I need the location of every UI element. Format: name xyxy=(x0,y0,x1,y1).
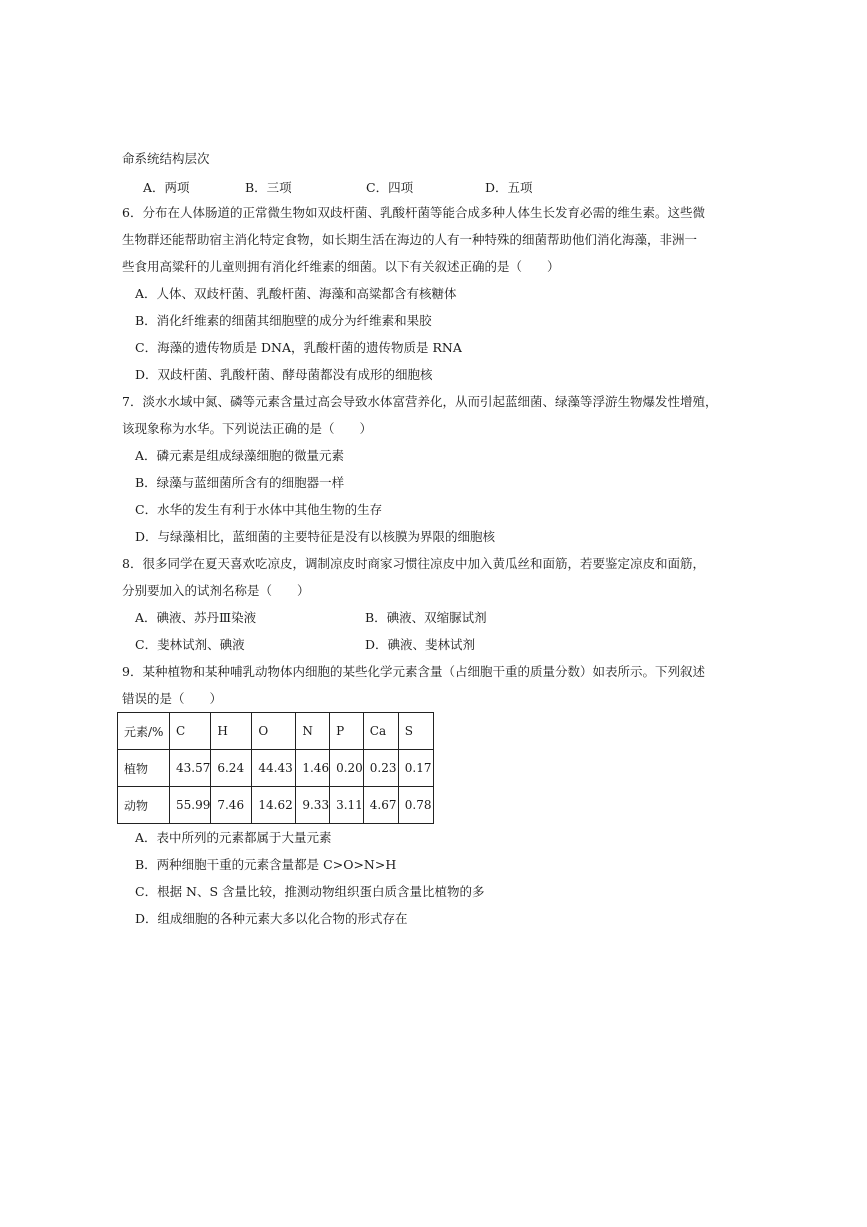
q8-option-d[interactable]: D．碘液、斐林试剂 xyxy=(365,637,476,652)
table-header-cell: P xyxy=(330,713,364,750)
q9-option-d[interactable]: D．组成细胞的各种元素大多以化合物的形式存在 xyxy=(135,911,408,926)
table-cell: 动物 xyxy=(118,787,170,824)
table-header-row xyxy=(118,713,434,750)
q7-option-b[interactable]: B．绿藻与蓝细菌所含有的细胞器一样 xyxy=(135,475,345,490)
table-cell: 55.99 xyxy=(170,787,211,824)
table-cell: 6.24 xyxy=(211,750,252,787)
q8-option-a[interactable]: A．碘液、苏丹Ⅲ染液 xyxy=(135,610,257,625)
q9-option-a[interactable]: A．表中所列的元素都属于大量元素 xyxy=(135,830,332,845)
q8-option-c[interactable]: C．斐林试剂、碘液 xyxy=(135,637,245,652)
table-cell: 0.17 xyxy=(398,750,433,787)
table-row xyxy=(118,750,434,787)
q9-stem-line-1: 9．某种植物和某种哺乳动物体内细胞的某些化学元素含量（占细胞干重的质量分数）如表所示。下列叙述 xyxy=(122,664,705,679)
table-cell: 4.67 xyxy=(363,787,398,824)
q5-option-a[interactable]: A．两项 xyxy=(143,180,190,195)
q8-option-b[interactable]: B．碘液、双缩脲试剂 xyxy=(365,610,487,625)
q8-stem-line-1: 8．很多同学在夏天喜欢吃凉皮，调制凉皮时商家习惯往凉皮中加入黄瓜丝和面筋，若要鉴定凉皮和面筋， xyxy=(122,556,705,571)
table-row xyxy=(118,787,434,824)
table-header-cell: S xyxy=(398,713,433,750)
q6-option-a[interactable]: A．人体、双歧杆菌、乳酸杆菌、海藻和高粱都含有核糖体 xyxy=(135,286,457,301)
q7-option-a[interactable]: A．磷元素是组成绿藻细胞的微量元素 xyxy=(135,448,345,463)
q6-option-b[interactable]: B．消化纤维素的细菌其细胞壁的成分为纤维素和果胶 xyxy=(135,313,432,328)
table-cell: 43.57 xyxy=(170,750,211,787)
table-cell: 14.62 xyxy=(252,787,296,824)
table-cell: 0.20 xyxy=(330,750,364,787)
question-fragment: 命系统结构层次 xyxy=(122,151,210,166)
q9-option-c[interactable]: C．根据 N、S 含量比较，推测动物组织蛋白质含量比植物的多 xyxy=(135,884,485,899)
q6-option-c[interactable]: C．海藻的遗传物质是 DNA，乳酸杆菌的遗传物质是 RNA xyxy=(135,340,462,355)
table-header-cell: 元素/% xyxy=(118,713,170,750)
q7-stem-line-1: 7．淡水水域中氮、磷等元素含量过高会导致水体富营养化，从而引起蓝细菌、绿藻等浮游生物爆发性增殖， xyxy=(122,394,718,409)
table-header-cell: C xyxy=(170,713,211,750)
table-header-cell: H xyxy=(211,713,252,750)
table-cell: 植物 xyxy=(118,750,170,787)
table-header-cell: N xyxy=(296,713,330,750)
q6-stem-line-2: 生物群还能帮助宿主消化特定食物，如长期生活在海边的人有一种特殊的细菌帮助他们消化海藻，非洲一 xyxy=(122,232,698,247)
table-cell: 9.33 xyxy=(296,787,330,824)
element-content-table xyxy=(117,712,434,824)
table-cell: 7.46 xyxy=(211,787,252,824)
q7-stem-line-2: 该现象称为水华。下列说法正确的是（ ） xyxy=(122,421,373,436)
q6-stem-line-1: 6．分布在人体肠道的正常微生物如双歧杆菌、乳酸杆菌等能合成多种人体生长发育必需的维生素。这些微 xyxy=(122,205,705,220)
q6-stem-line-3: 些食用高粱秆的儿童则拥有消化纤维素的细菌。以下有关叙述正确的是（ ） xyxy=(122,259,560,274)
q5-option-d[interactable]: D．五项 xyxy=(485,180,533,195)
table-cell: 44.43 xyxy=(252,750,296,787)
q5-option-b[interactable]: B．三项 xyxy=(245,180,292,195)
q7-option-c[interactable]: C．水华的发生有利于水体中其他生物的生存 xyxy=(135,502,383,517)
q7-option-d[interactable]: D．与绿藻相比，蓝细菌的主要特征是没有以核膜为界限的细胞核 xyxy=(135,529,496,544)
table-cell: 1.46 xyxy=(296,750,330,787)
q8-stem-line-2: 分别要加入的试剂名称是（ ） xyxy=(122,583,310,598)
table-header-cell: O xyxy=(252,713,296,750)
table-cell: 3.11 xyxy=(330,787,364,824)
table-header-cell: Ca xyxy=(363,713,398,750)
table-cell: 0.23 xyxy=(363,750,398,787)
q9-option-b[interactable]: B．两种细胞干重的元素含量都是 C>O>N>H xyxy=(135,857,397,872)
table-cell: 0.78 xyxy=(398,787,433,824)
q5-option-c[interactable]: C．四项 xyxy=(366,180,414,195)
q6-option-d[interactable]: D．双歧杆菌、乳酸杆菌、酵母菌都没有成形的细胞核 xyxy=(135,367,433,382)
q9-stem-line-2: 错误的是（ ） xyxy=(122,691,223,706)
